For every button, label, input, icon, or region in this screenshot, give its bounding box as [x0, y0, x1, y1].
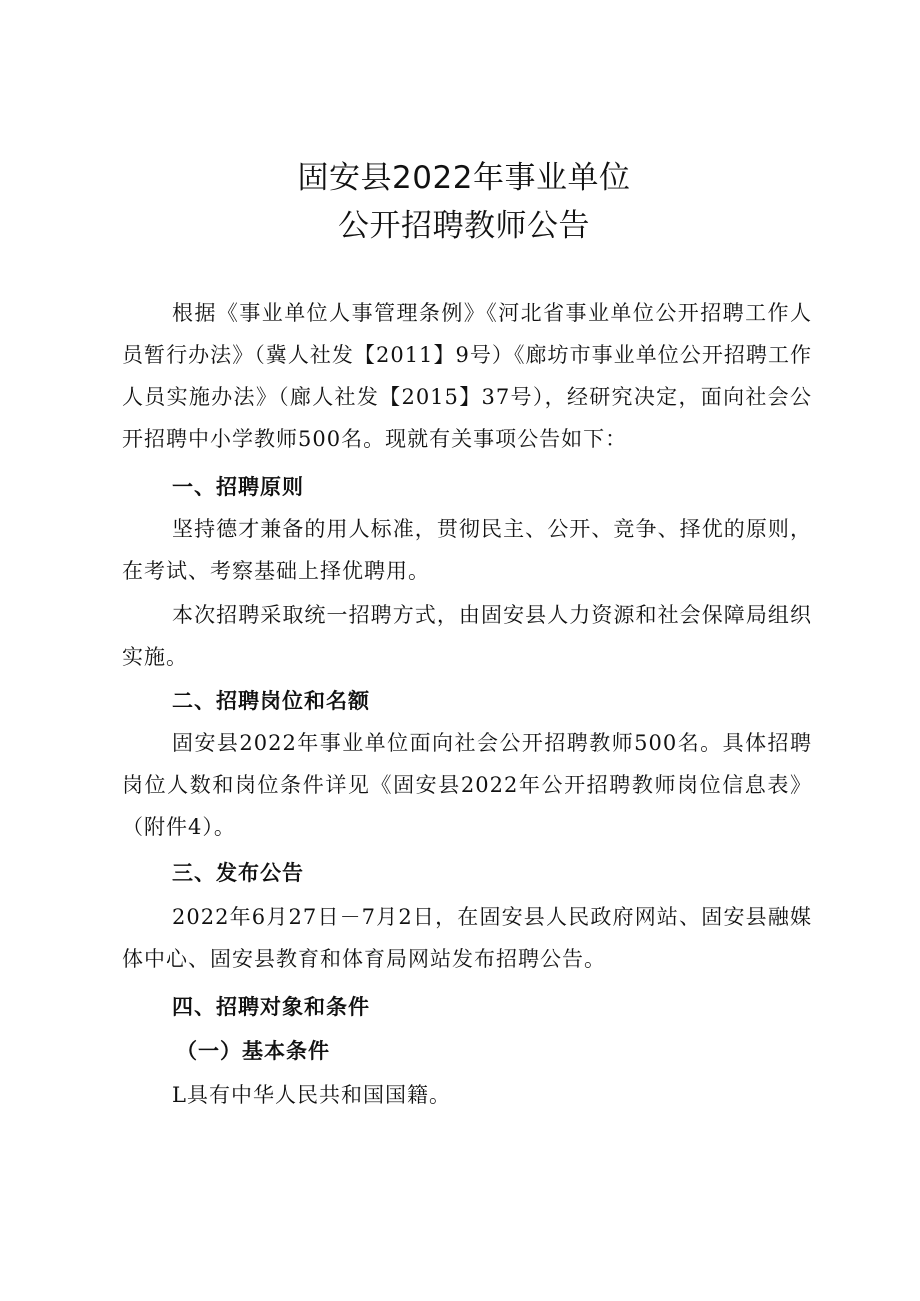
document-title-line-1: 固安县2022年事业单位 [297, 160, 631, 196]
announcement-paragraph: 2022年6月27日－7月2日，在固安县人民政府网站、固安县融媒体中心、固安县教育和体育局网站发布招聘公告。 [122, 905, 812, 971]
document-title-line-2: 公开招聘教师公告 [338, 208, 590, 244]
section-heading-positions: 二、招聘岗位和名额 [172, 689, 370, 713]
section-heading-eligibility: 四、招聘对象和条件 [172, 995, 370, 1019]
principles-paragraph-2: 本次招聘采取统一招聘方式，由固安县人力资源和社会保障局组织实施。 [122, 603, 812, 669]
principles-paragraph-1: 坚持德才兼备的用人标准，贯彻民主、公开、竞争、择优的原则，在考试、考察基础上择优聘用。 [122, 517, 812, 583]
intro-paragraph: 根据《事业单位人事管理条例》《河北省事业单位公开招聘工作人员暂行办法》（冀人社发【2011】9号）《廊坊市事业单位公开招聘工作人员实施办法》（廊人社发【2015】37号），经研究决定，面向社会公开招聘中小学教师500名。现就有关事项公告如下： [122, 301, 812, 451]
basic-condition-item-1: L具有中华人民共和国国籍。 [172, 1083, 451, 1107]
section-heading-announcement: 三、发布公告 [172, 861, 304, 885]
subheading-basic-conditions: （一）基本条件 [176, 1039, 330, 1063]
section-heading-principles: 一、招聘原则 [172, 475, 304, 499]
positions-paragraph: 固安县2022年事业单位面向社会公开招聘教师500名。具体招聘岗位人数和岗位条件详见《固安县2022年公开招聘教师岗位信息表》（附件4）。 [122, 731, 812, 839]
